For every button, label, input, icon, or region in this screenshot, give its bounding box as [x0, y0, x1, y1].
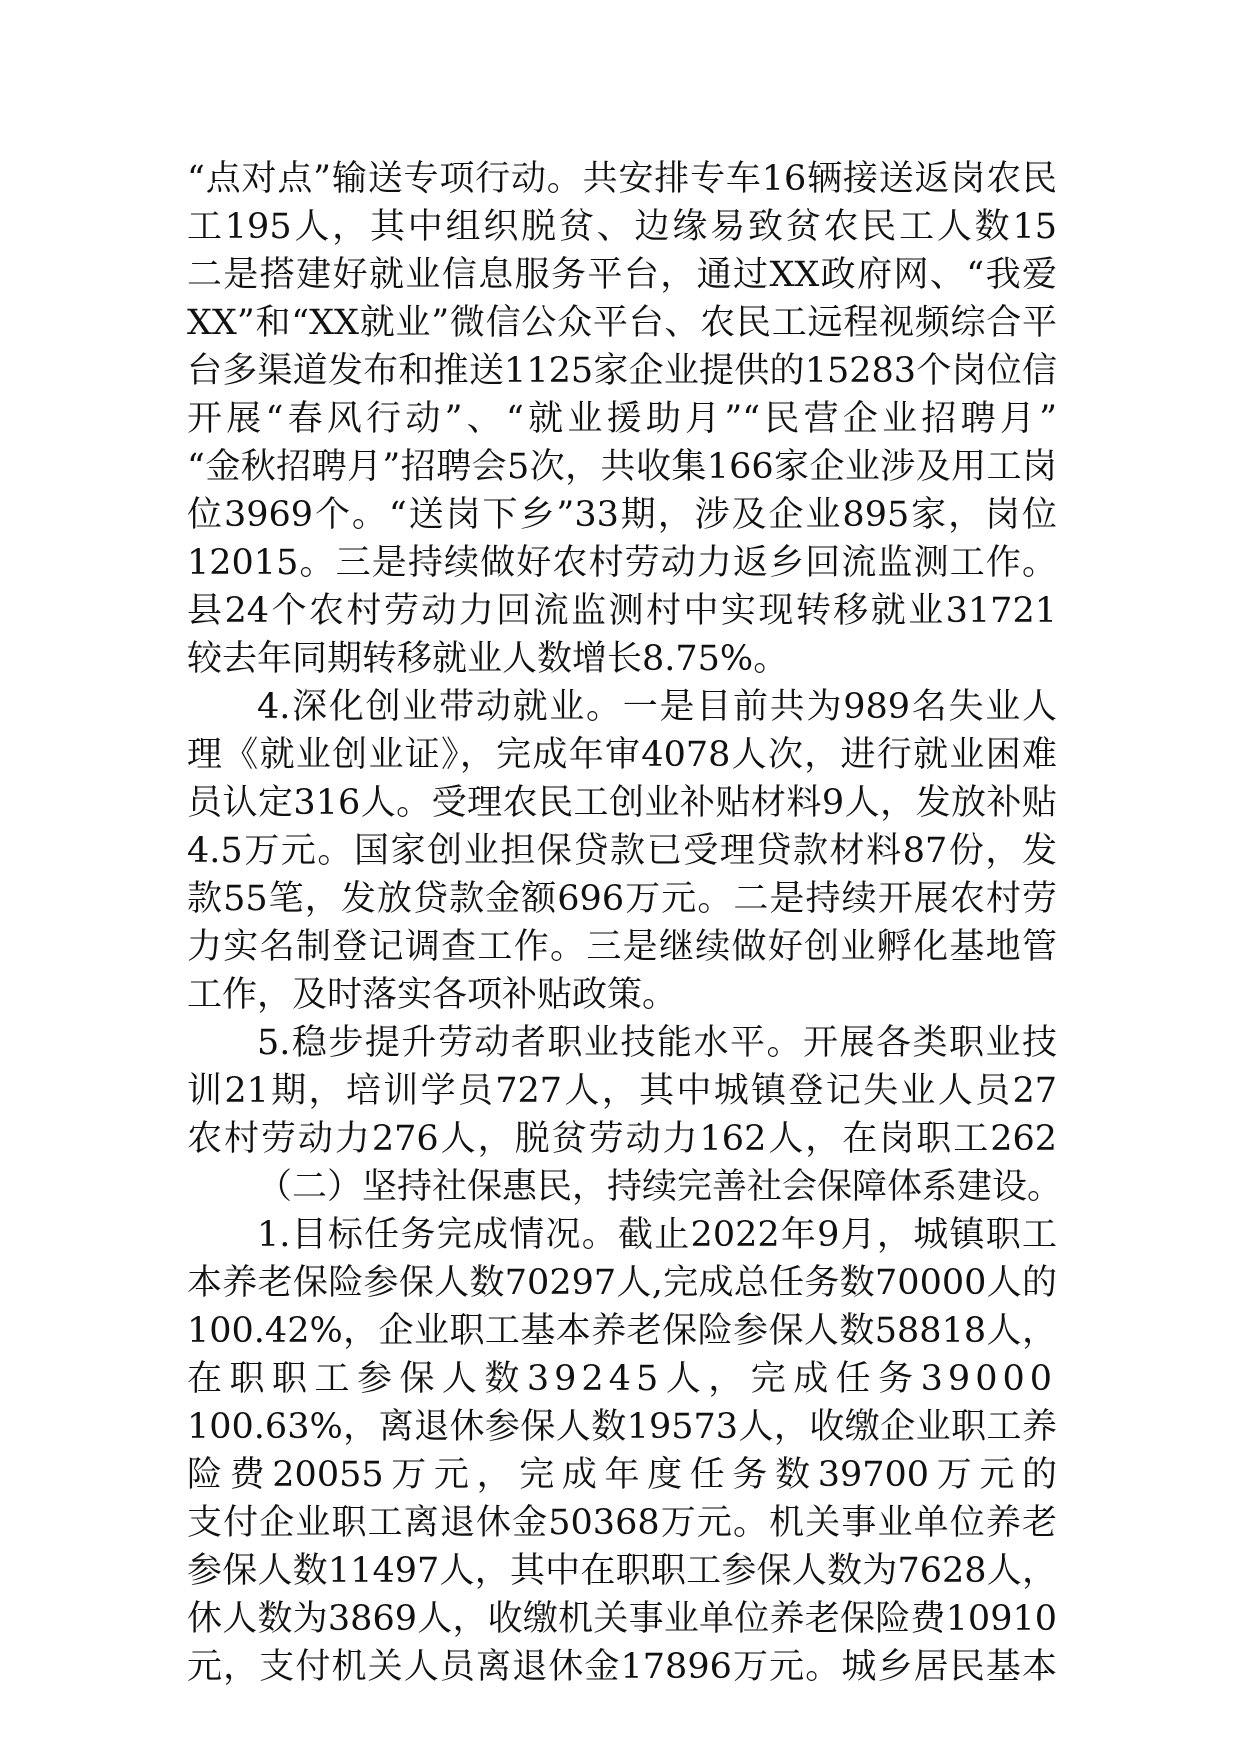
- paragraph-first-line: 5.稳步提升劳动者职业技能水平。开展各类职业技: [257, 1023, 1057, 1063]
- text-line: “点对点”输送专项行动。共安排专车16辆接送返岗农民: [187, 159, 1057, 199]
- text-line: 较去年同期转移就业人数增长8.75%。: [187, 639, 789, 679]
- text-line: 力实名制登记调查工作。三是继续做好创业孵化基地管: [187, 927, 1057, 967]
- text-line: 开展“春风行动”、“就业援助月”“民营企业招聘月”: [187, 399, 1057, 439]
- text-line: 理《就业创业证》，完成年审4078人次，进行就业困难: [187, 735, 1057, 775]
- text-line: 100.63%，离退休参保人数19573人，收缴企业职工养: [187, 1407, 1057, 1447]
- text-line: 险费20055万元，完成年度任务数39700万元的: [187, 1455, 1057, 1495]
- paragraph-first-line: 4.深化创业带动就业。一是目前共为989名失业人: [257, 687, 1057, 727]
- text-line: 元，支付机关人员离退休金17896万元。城乡居民基本: [187, 1647, 1057, 1687]
- text-line: 100.42%，企业职工基本养老保险参保人数58818人，: [187, 1311, 1057, 1351]
- text-line: 工195人，其中组织脱贫、边缘易致贫农民工人数15: [187, 207, 1057, 247]
- paragraph-first-line: 1.目标任务完成情况。截止2022年9月，城镇职工: [257, 1215, 1057, 1255]
- text-line: 参保人数11497人，其中在职职工参保人数为7628人，: [187, 1551, 1057, 1591]
- text-line: 农村劳动力276人，脱贫劳动力162人，在岗职工262: [187, 1119, 1057, 1159]
- text-line: 二是搭建好就业信息服务平台，通过XX政府网、“我爱: [187, 255, 1057, 295]
- text-line: 支付企业职工离退休金50368万元。机关事业单位养老: [187, 1503, 1057, 1543]
- text-line: “金秋招聘月”招聘会5次，共收集166家企业涉及用工岗: [187, 447, 1057, 487]
- text-line: 12015。三是持续做好农村劳动力返乡回流监测工作。: [187, 543, 1057, 583]
- text-line: 县24个农村劳动力回流监测村中实现转移就业31721: [187, 591, 1057, 631]
- text-line: 4.5万元。国家创业担保贷款已受理贷款材料87份，发: [187, 831, 1057, 871]
- text-line: 员认定316人。受理农民工创业补贴材料9人，发放补贴: [187, 783, 1057, 823]
- text-line: 工作，及时落实各项补贴政策。: [187, 975, 678, 1015]
- text-line: 在职职工参保人数39245人，完成任务39000: [187, 1359, 1057, 1399]
- text-line: XX”和“XX就业”微信公众平台、农民工远程视频综合平: [187, 303, 1057, 343]
- text-line: 本养老保险参保人数70297人,完成总任务数70000人的: [187, 1263, 1057, 1303]
- document-body: [187, 155, 1063, 1691]
- text-line: 位3969个。“送岗下乡”33期，涉及企业895家，岗位: [187, 495, 1057, 535]
- text-line: 台多渠道发布和推送1125家企业提供的15283个岗位信: [187, 351, 1057, 391]
- text-line: 款55笔，发放贷款金额696万元。二是持续开展农村劳: [187, 879, 1057, 919]
- section-heading: （二）坚持社保惠民，持续完善社会保障体系建设。: [257, 1167, 1063, 1207]
- text-line: 训21期，培训学员727人，其中城镇登记失业人员27: [187, 1071, 1057, 1111]
- text-line: 休人数为3869人，收缴机关事业单位养老保险费10910: [187, 1599, 1057, 1639]
